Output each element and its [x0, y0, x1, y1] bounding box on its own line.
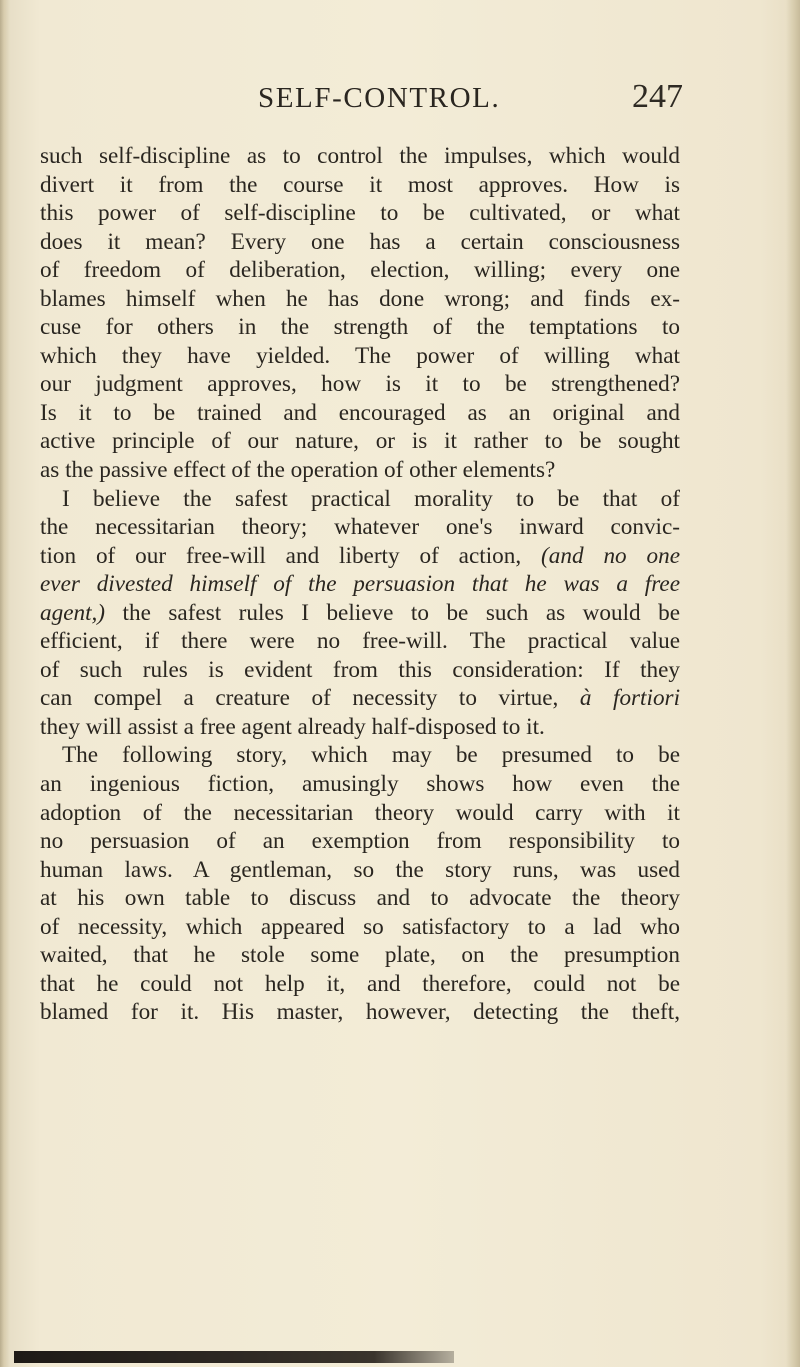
text-line-1: such self-discipline as to control the impulses, which would [40, 143, 680, 169]
text-line-15-roman: tion of our free-will and liberty of action, [40, 542, 522, 569]
text-line-24: adoption of the necessitarian theory would carry with it [40, 799, 680, 826]
text-line-23: an ingenious fiction, amusingly shows how even the [40, 771, 680, 798]
text-line-29: waited, that he stole some plate, on the presumption [40, 942, 680, 969]
page-number: 247 [632, 78, 683, 115]
page-bottom-shadow [14, 1351, 454, 1363]
text-line-9: our judgment approves, how is it to be strengthened? [40, 371, 680, 398]
text-line-22: The following story, which may be presumed to be [62, 742, 680, 769]
text-line-4: does it mean? Every one has a certain consciousness [40, 228, 680, 255]
text-line-13: I believe the safest practical morality to be that of [62, 485, 680, 512]
text-line-15-italic: (and no one [541, 542, 681, 569]
text-line-17 [40, 599, 680, 628]
text-line-16-italic: ever divested himself of the persuasion that he was a free [40, 571, 680, 598]
page-header [258, 78, 683, 122]
text-line-2: divert it from the course it most approves. How is [40, 171, 680, 198]
text-line-20-italic: à fortiori [579, 685, 681, 712]
text-line-30: that he could not help it, and therefore, could not be [40, 970, 680, 997]
text-line-21: they will assist a free agent already half-disposed to it. [40, 713, 545, 740]
text-line-25: no persuasion of an exemption from responsibility to [40, 828, 680, 855]
text-line-18: efficient, if there were no free-will. The practical value [40, 628, 680, 655]
text-line-31: blamed for it. His master, however, detecting the theft, [40, 999, 680, 1026]
text-line-14: the necessitarian theory; whatever one's inward convic- [40, 514, 680, 541]
text-line-20 [40, 684, 680, 713]
text-line-17-roman: the safest rules I believe to be such as would be [122, 599, 680, 626]
text-line-19: of such rules is evident from this consideration: If they [40, 656, 680, 683]
text-line-15 [40, 542, 680, 571]
text-line-26: human laws. A gentleman, so the story runs, was used [40, 856, 680, 883]
text-line-5: of freedom of deliberation, election, willing; every one [40, 257, 680, 284]
text-line-7: cuse for others in the strength of the temptations to [40, 314, 680, 341]
running-head: SELF-CONTROL. [258, 82, 501, 114]
text-line-16 [40, 570, 680, 599]
text-line-3: this power of self-discipline to be cultivated, or what [40, 200, 680, 227]
text-line-28: of necessity, which appeared so satisfactory to a lad who [40, 913, 680, 940]
text-line-11: active principle of our nature, or is it rather to be sought [40, 428, 680, 455]
text-line-10: Is it to be trained and encouraged as an original and [40, 399, 680, 426]
body-text [40, 142, 680, 1027]
page-left-edge [0, 0, 10, 1367]
text-line-27: at his own table to discuss and to advocate the theory [40, 885, 680, 912]
page-right-edge [786, 0, 800, 1367]
text-line-17-italic: agent,) [40, 599, 106, 626]
text-line-20-roman: can compel a creature of necessity to virtue, [40, 685, 559, 712]
text-line-6: blames himself when he has done wrong; and finds ex- [40, 285, 680, 312]
text-line-12: as the passive effect of the operation of other elements? [40, 457, 556, 484]
text-line-8: which they have yielded. The power of willing what [40, 342, 680, 369]
